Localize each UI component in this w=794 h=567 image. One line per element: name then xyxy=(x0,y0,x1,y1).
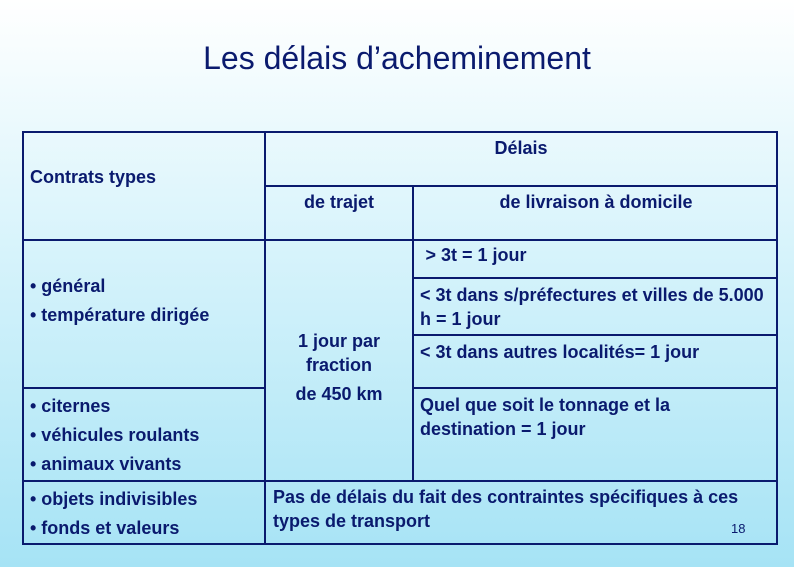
list-item: • général xyxy=(30,276,106,296)
row-tanks xyxy=(30,392,199,479)
no-delay-note: Pas de délais du fait des contraintes spécifiques à ces types de transport xyxy=(273,487,739,531)
table-divider xyxy=(22,480,778,482)
table-divider xyxy=(264,185,778,187)
table-divider xyxy=(22,239,778,241)
header-home-delivery: de livraison à domicile xyxy=(499,192,693,212)
list-item: • véhicules roulants xyxy=(30,425,200,445)
header-transit: de trajet xyxy=(303,192,375,212)
delivery-under-3t-other: < 3t dans autres localités= 1 jour xyxy=(420,342,700,362)
transit-value: 1 jour par fraction de 450 km xyxy=(295,331,383,404)
table-divider xyxy=(412,277,778,279)
row-special xyxy=(30,485,197,543)
page-number: 18 xyxy=(731,521,746,536)
list-item: • objets indivisibles xyxy=(30,489,198,509)
list-item: • animaux vivants xyxy=(30,454,182,474)
delivery-any: Quel que soit le tonnage et la destination = 1 jour xyxy=(420,395,671,439)
table-divider xyxy=(412,387,778,389)
list-item: • citernes xyxy=(30,396,111,416)
delivery-over-3t: > 3t = 1 jour xyxy=(425,245,527,265)
table-divider xyxy=(412,334,778,336)
list-item: • fonds et valeurs xyxy=(30,518,180,538)
page-title: Les délais d’acheminement xyxy=(203,40,591,76)
header-delays: Délais xyxy=(494,138,548,158)
delivery-under-3t-prefectures: < 3t dans s/préfectures et villes de 5.000 h = 1 jour xyxy=(420,285,764,329)
row-general xyxy=(30,272,209,330)
table-divider xyxy=(22,387,266,389)
list-item: • température dirigée xyxy=(30,305,210,325)
header-contracts: Contrats types xyxy=(30,167,157,187)
